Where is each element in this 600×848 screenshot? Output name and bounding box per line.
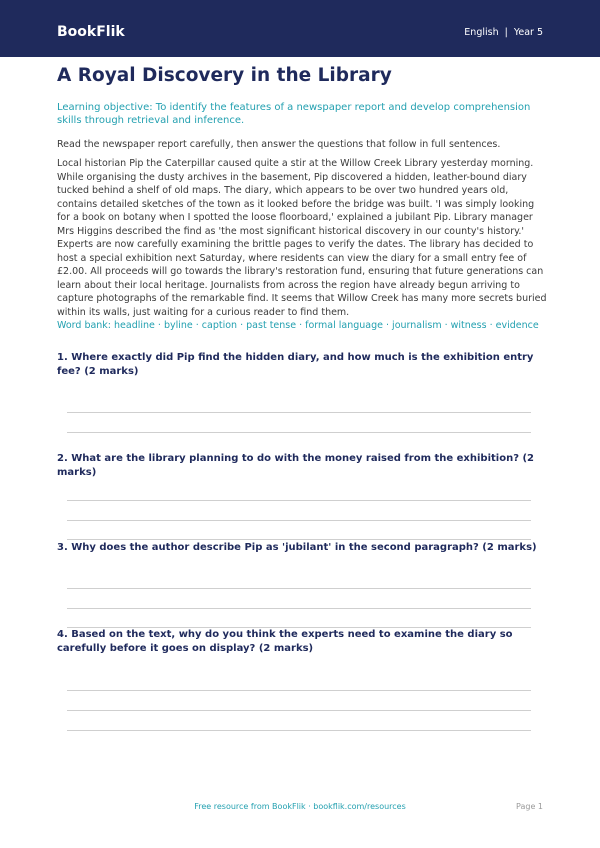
separator: | bbox=[504, 27, 508, 38]
page-header bbox=[0, 0, 600, 57]
instructions: Read the newspaper report carefully, then answer the questions that follow in full sentences. bbox=[57, 139, 501, 150]
answer-line[interactable] bbox=[67, 500, 531, 501]
answer-line[interactable] bbox=[67, 520, 531, 521]
question-4: 4. Based on the text, why do you think the experts need to examine the diary so carefully before it goes on display? (2 marks) bbox=[57, 629, 513, 654]
answer-line[interactable] bbox=[67, 539, 531, 540]
answer-line[interactable] bbox=[67, 412, 531, 413]
answer-line[interactable] bbox=[67, 608, 531, 609]
question-1: 1. Where exactly did Pip find the hidden diary, and how much is the exhibition entry fee? (2 marks) bbox=[57, 352, 534, 377]
subject-year-label bbox=[464, 27, 543, 39]
question-3: 3. Why does the author describe Pip as 'jubilant' in the second paragraph? (2 marks) bbox=[57, 542, 537, 553]
learning-objective: Learning objective: To identify the features of a newspaper report and develop comprehension skills through retrieval and inference. bbox=[57, 102, 531, 126]
answer-line[interactable] bbox=[67, 730, 531, 731]
subject-label: English bbox=[464, 27, 499, 38]
answer-line[interactable] bbox=[67, 710, 531, 711]
footer-text: Free resource from BookFlik · bookflik.com/resources bbox=[194, 802, 406, 811]
question-2: 2. What are the library planning to do with the money raised from the exhibition? (2 marks) bbox=[57, 453, 535, 478]
answer-line[interactable] bbox=[67, 588, 531, 589]
answer-line[interactable] bbox=[67, 432, 531, 433]
word-bank: Word bank: headline · byline · caption · past tense · formal language · journalism · witness · evidence bbox=[57, 320, 539, 331]
newspaper-article: Local historian Pip the Caterpillar caused quite a stir at the Willow Creek Library yesterday morning. While organising the dusty archives in the basement, Pip discovered a hidden, leather-bound diary tucked behind a shelf of old maps. The diary, which appears to be over two hundred years old, contains detailed sketches of the town as it looked before the bridge was built. 'I was simply looking for a book on botany when I spotted the loose floorboard,' explained a jubilant Pip. Library manager Mrs Higgins described the find as 'the most significant historical discovery in our county's history.' Experts are now carefully examining the brittle pages to verify the dates. The library has decided to host a special exhibition next Saturday, where residents can view the diary for a small entry fee of £2.00. All proceeds will go towards the library's restoration fund, ensuring that future generations can learn about their local heritage. Journalists from across the region have already begun arriving to capture photographs of the remarkable find. It seems that Willow Creek has many more secrets buried within its walls, just waiting for a curious reader to find them. bbox=[57, 158, 547, 318]
year-label: Year 5 bbox=[513, 27, 543, 38]
page-title: A Royal Discovery in the Library bbox=[57, 65, 392, 86]
brand-logo-text: BookFlik bbox=[57, 24, 125, 40]
page-number: Page 1 bbox=[516, 802, 543, 811]
answer-line[interactable] bbox=[67, 690, 531, 691]
